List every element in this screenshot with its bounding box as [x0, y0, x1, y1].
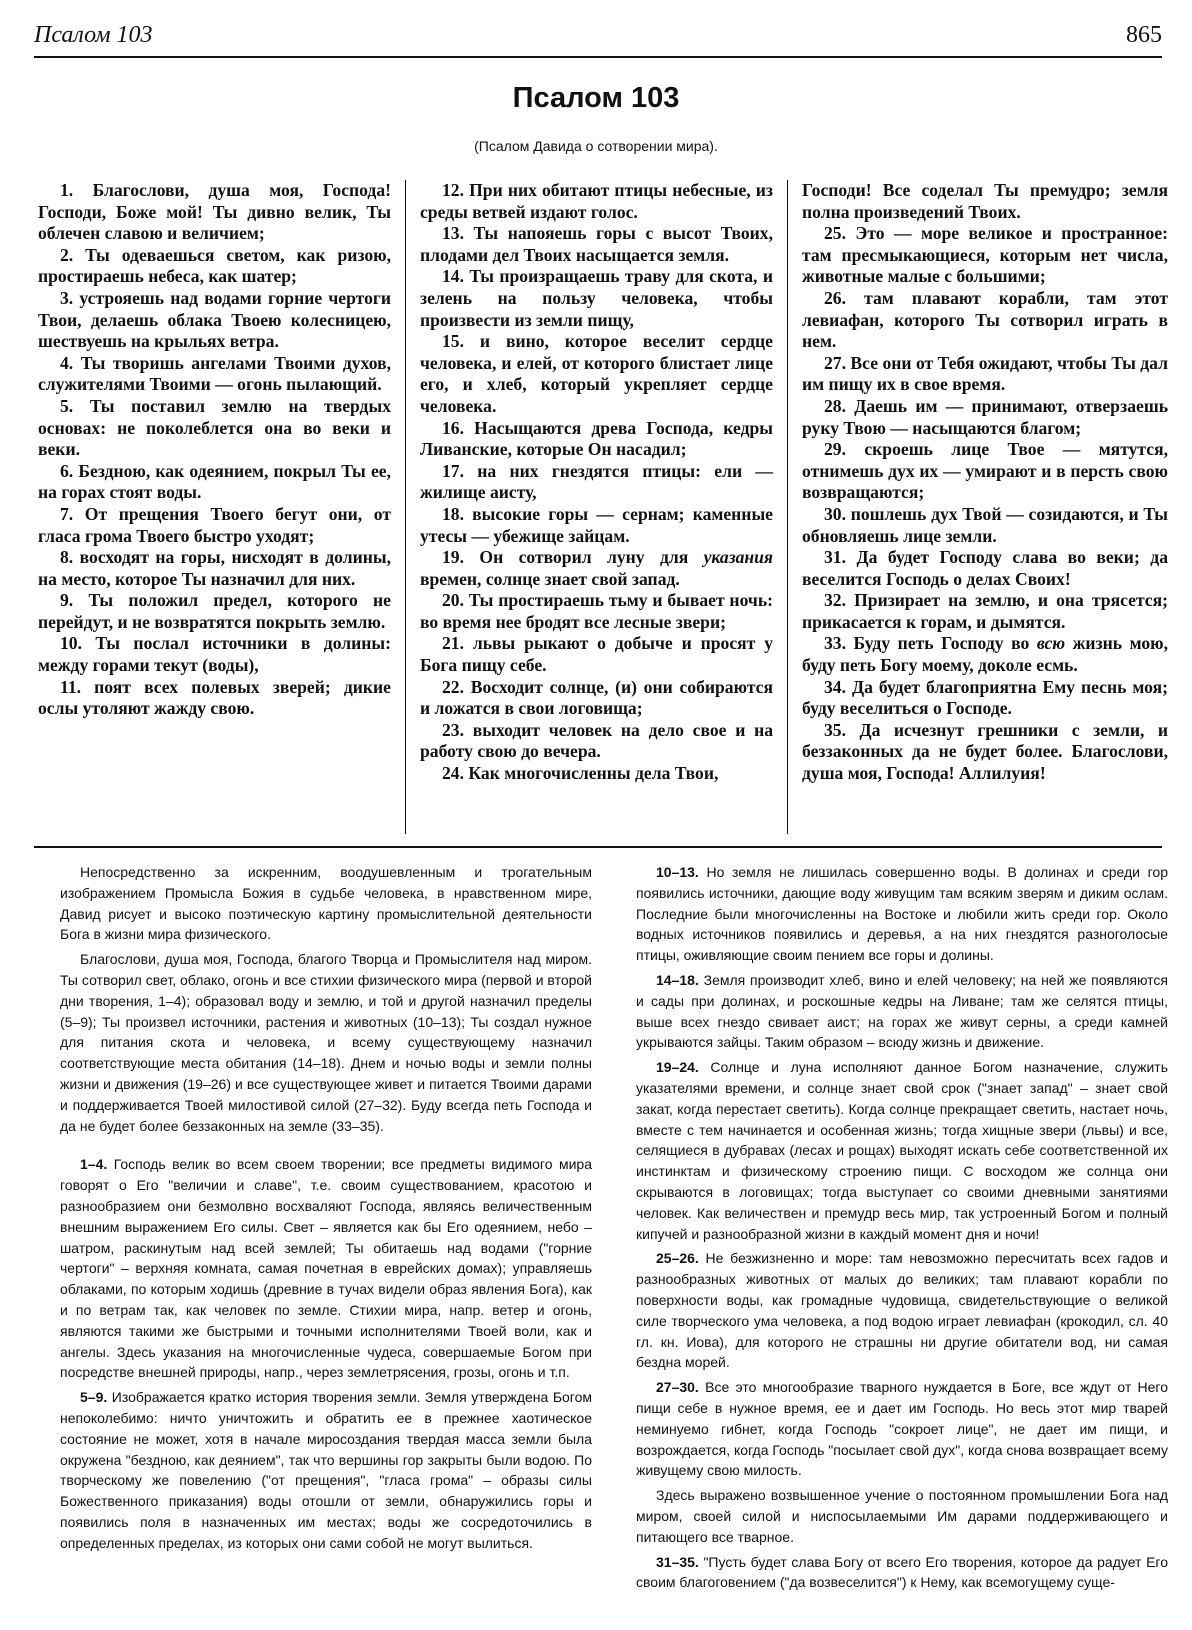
psalm-verse: 22. Восходит солнце, (и) они собираются и ложатся в свои логовища;	[420, 676, 773, 719]
verse-reference: 14–18.	[656, 971, 699, 988]
psalm-verse: 9. Ты положил предел, которого не перейдут, и не возвратятся покрыть землю.	[38, 590, 391, 632]
verse-reference: 25–26.	[656, 1250, 699, 1267]
psalm-verse: 7. От прещения Твоего бегут они, от гласа грома Твоего быстро уходят;	[38, 503, 391, 546]
verse-reference: 31–35.	[656, 1553, 699, 1570]
psalm-verse: 20. Ты простираешь тьму и бывает ночь: во время нее бродят все лесные звери;	[420, 590, 773, 632]
commentary-paragraph	[636, 1377, 1168, 1481]
commentary-text: Здесь выражено возвышенное учение о постоянном промышлении Бога над миром, своей силой и ниспосылаемыми Им дарами поддерживающего и питающего все тварное.	[636, 1487, 1168, 1545]
commentary-text: Земля производит хлеб, вино и елей человеку; на ней же появляются и сады при долинах, и роскошные кедры на Ливане; там же селятся птицы, выше всех гнездо свивает аист; на горах же живут серны, а среди камней укрываются зайцы. Таким образом – всюду жизнь и движение.	[636, 971, 1168, 1051]
verse-emphasis: указания	[703, 547, 773, 568]
psalm-verse: 27. Все они от Тебя ожидают, чтобы Ты дал им пищу их в свое время.	[802, 352, 1168, 395]
running-title: Псалом 103	[34, 22, 153, 48]
psalm-verse: 18. высокие горы — сернам; каменные утесы — убежище зайцам.	[420, 503, 773, 546]
psalm-verse: 29. скроешь лице Твое — мятутся, отнимешь дух их — умирают и в персть свою возвращаются;	[802, 439, 1168, 503]
psalm-verse: 17. на них гнездятся птицы: ели — жилище аисту,	[420, 460, 773, 503]
verse-emphasis: всю	[1036, 633, 1066, 654]
commentary-paragraph	[636, 862, 1168, 966]
psalm-verse: 4. Ты творишь ангелами Твоими духов, служителями Твоими — огонь пылающий.	[38, 352, 391, 395]
commentary-column-left	[60, 862, 592, 1610]
commentary-paragraph	[636, 970, 1168, 1053]
psalm-verse: 5. Ты поставил землю на твердых основах: не поколеблется она во веки и веки.	[38, 395, 391, 460]
commentary-text: "Пусть будет слава Богу от всего Его творения, которое да радует Его своим благоговением ("да возвеселится") к Нему, как всемогущему суще-	[636, 1553, 1168, 1591]
psalm-verse: 14. Ты произращаешь траву для скота, и зелень на пользу человека, чтобы произвести из земли пищу,	[420, 266, 773, 330]
commentary-paragraph	[636, 1552, 1168, 1594]
psalm-verse: 12. При них обитают птицы небесные, из среды ветвей издают голос.	[420, 180, 773, 222]
psalm-verse: 34. Да будет благоприятна Ему песнь моя; буду веселиться о Господе.	[802, 676, 1168, 719]
psalm-verse-continued: Господи! Все соделал Ты премудро; земля полна произведений Твоих.	[802, 180, 1168, 222]
psalm-column-2	[406, 180, 788, 834]
commentary	[60, 862, 1168, 1610]
commentary-text: Все это многообразие тварного нуждается в Боге, все ждут от Него пищи себе в нужное время, ее и дает им Господь. Но весь этот мир тварей неминуемо гибнет, когда Господь "сокроет лице", не дает им пищи, и возрождается, когда Господь "посылает свой дух", когда снова возвращает всему живущему свою милость.	[636, 1379, 1168, 1479]
psalm-verse: 30. пошлешь дух Твой — созидаются, и Ты обновляешь лице земли.	[802, 503, 1168, 546]
commentary-paragraph	[636, 1248, 1168, 1373]
psalm-verse: 16. Насыщаются древа Господа, кедры Ливанские, которые Он насадил;	[420, 417, 773, 460]
verse-text: 33. Буду петь Господу во	[824, 633, 1037, 654]
commentary-paragraph	[60, 1154, 592, 1383]
psalm-subtitle: (Псалом Давида о сотворении мира).	[474, 138, 718, 154]
psalm-verse: 21. львы рыкают о добыче и просят у Бога пищу себе.	[420, 633, 773, 676]
psalm-verse	[802, 633, 1168, 676]
commentary-text: Изображается кратко история творения земли. Земля утверждена Богом непоколебимо: ничто уничтожить и обратить ее в прежнее хаотическое состояние не может, хотя в начале миросоздания твердая масса земли была окружена "бездною, как деянием", так что вершины гор закрыты были водою. По творческому же повелению ("от прещения", "гласа грома" – образы силы Божественного приказания) воды отошли от земли, обнаружились горы и появились поля в назначенных им местах; воды же сосредоточились в определенных пределах, из которых они сами собой не могут вылиться.	[60, 1389, 592, 1551]
running-head	[34, 20, 1162, 58]
verse-text: времен, солнце знает свой запад.	[420, 568, 680, 589]
commentary-text: Солнце и луна исполняют данное Богом назначение, служить указателями времени, и солнце знает свой срок ("знает запад" – знает свой закат, когда перестает светить). Когда солнце прекращает светить, настает ночь, вместе с тем начинается и особенная жизнь; тогда хищные звери (львы) и все, селящиеся в дубравах (лесах и рощах) выходят искать себе соответственной их инстинктам и физическому строению пищи. С восходом же солнца они скрываются в логовищах; тогда выступает со своими дневными занятиями человек. Как величествен и премудр весь мир, так устроенный Богом и полный кипучей и разнообразной жизни в каждый момент дня и ночи!	[636, 1059, 1168, 1242]
psalm-verse: 8. восходят на горы, нисходят в долины, на место, которое Ты назначил для них.	[38, 547, 391, 589]
psalm-text	[38, 180, 1168, 834]
commentary-column-right	[636, 862, 1168, 1610]
commentary-paragraph: Непосредственно за искренним, воодушевленным и трогательным изображением Промысла Божия в судьбе человека, в нравственном мире, Давид рисует и высоко поэтическую картину промыслительной деятельности Бога в жизни мира физического.	[60, 864, 592, 943]
verse-text: жизнь мою, буду петь Богу моему, доколе есмь.	[802, 633, 1168, 676]
psalm-verse: 24. Как многочисленны дела Твои,	[442, 763, 719, 784]
psalm-verse: 6. Безднoю, как одеянием, покрыл Ты ее, на горах стоят воды.	[38, 460, 391, 503]
psalm-verse: 2. Ты одеваешься светом, как ризою, простираешь небеса, как шатер;	[38, 244, 391, 287]
psalm-title: Псалом 103	[512, 82, 680, 114]
commentary-text: Не безжизненно и море: там невозможно пересчитать всех гадов и разнообразных животных от малых до великих; там плавают корабли по поверхности воды, как громадные чудовища, свидетельствующие о великой силе творческого ума человека, а под водою играет левиафан (крокодил, сл. 40 гл. кн. Иова), для которого не страшны ни другие обитатели вод, ни самая бездна морей.	[636, 1250, 1168, 1371]
commentary-paragraph	[60, 1387, 592, 1553]
commentary-text: Но земля не лишилась совершенно воды. В долинах и среди гор появились источники, дающие воду живущим там всяким зверям и диким ослам. Последние были многочисленны на Востоке и любили жить среди гор. Около водных источников появились и деревья, а на них гнездятся разноголосые птицы, оживляющие своим пением все горы и долины.	[636, 864, 1168, 964]
psalm-column-1	[38, 180, 406, 834]
psalm-verse: 32. Призирает на землю, и она трясется; прикасается к горам, и дымятся.	[802, 590, 1168, 632]
verse-text: 19. Он сотворил луну для	[442, 547, 704, 568]
verse-reference: 19–24.	[656, 1059, 699, 1076]
psalm-verse: 15. и вино, которое веселит сердце человека, и елей, от которого блистает лице его, и хлеб, который укрепляет сердце человека.	[420, 331, 773, 416]
psalm-verse: 1. Благослови, душа моя, Господа! Господи, Боже мой! Ты дивно велик, Ты облечен славою и величием;	[38, 180, 391, 244]
verse-reference: 5–9.	[80, 1389, 108, 1406]
psalm-verse: 10. Ты послал источники в долины: между горами текут (воды),	[38, 633, 391, 676]
psalm-verse: 26. там плавают корабли, там этот левиафан, которого Ты сотворил играть в нем.	[802, 287, 1168, 352]
page-number: 865	[1126, 22, 1162, 48]
commentary-paragraph	[636, 1057, 1168, 1244]
verse-reference: 1–4.	[80, 1156, 108, 1173]
psalm-column-3	[788, 180, 1168, 834]
verse-reference: 10–13.	[656, 864, 699, 880]
commentary-paragraph	[636, 1485, 1168, 1547]
commentary-paragraph: Благослови, душа моя, Господа, благого Творца и Промыслителя над миром. Ты сотворил свет, облако, огонь и все стихии физического мира (первой и второй дни творения, 1–4); образовал воду и землю, и той и другой назначил пределы (5–9); Ты произвел источники, растения и животных (10–13); Ты создал нужное для питания скота и человека, и всему существующему назначил соответствующие места обитания (14–18). Днем и ночью воды и земли полны жизни и движения (19–26) и все существующее живет и питается Твоими дарами и поддерживается Твоей милостивой силой (27–32). Буду всегда петь Господа и да не будет более беззаконных на земле (33–35).	[60, 951, 592, 1134]
section-divider	[34, 846, 1162, 848]
verse-reference: 27–30.	[656, 1379, 699, 1396]
psalm-verse: 11. поят всех полевых зверей; дикие ослы утоляют жажду свою.	[38, 676, 391, 719]
psalm-verse: 3. устрояешь над водами горние чертоги Твои, делаешь облака Твоею колесницею, шествуешь на крыльях ветра.	[38, 287, 391, 352]
psalm-verse	[420, 547, 773, 590]
commentary-text: Господь велик во всем своем творении; все предметы видимого мира говорят о Его "величии и славе", т.е. своим существованием, красотою и разнообразием они безмолвно восхваляют Господа, являясь величественным внешним выражением Его силы. Свет – является как бы Его одеянием, небо – шатром, раскинутым над всей землей; Ты обитаешь над водами ("горние чертоги" – верхняя комната, самая почетная в еврейских домах); управляешь облаками, по которым ходишь (древние в тучах видели образ явления Бога), как и по ветрам так, как человек по земле. Стихии мира, напр. ветер и огонь, являются такими же быстрыми и точными исполнителями Твоей воли, как и ангелы. Здесь указания на многочисленные чудеса, совершаемые Богом при посредстве внешней природы, напр., через землетрясения, грозы, огонь и т.п.	[60, 1156, 592, 1381]
psalm-verse: 35. Да исчезнут грешники с земли, и беззаконных да не будет более. Благослови, душа моя, Господа! Аллилуия!	[802, 719, 1168, 784]
psalm-verse: 25. Это — море великое и пространное: там пресмыкающиеся, которым нет числа, животные малые с большими;	[802, 223, 1168, 287]
psalm-verse: 28. Даешь им — принимают, отверзаешь руку Твою — насыщаются благом;	[802, 395, 1168, 438]
psalm-verse: 31. Да будет Господу слава во веки; да веселится Господь о делах Своих!	[802, 547, 1168, 589]
psalm-verse: 23. выходит человек на дело свое и на работу свою до вечера.	[420, 719, 773, 762]
psalm-verse: 13. Ты напояешь горы с высот Твоих, плодами дел Твоих насыщается земля.	[420, 223, 773, 265]
